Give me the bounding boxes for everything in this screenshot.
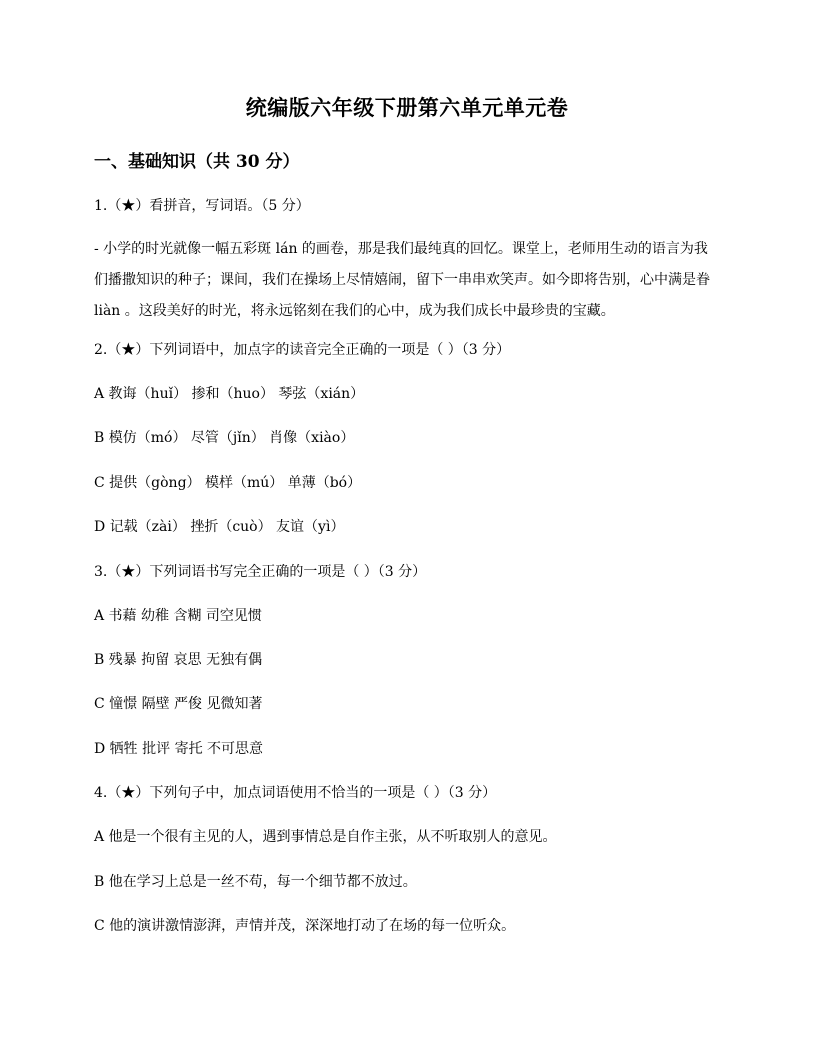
question-4-option-c: C 他的演讲激情澎湃，声情并茂，深深地打动了在场的每一位听众。	[94, 917, 516, 934]
question-4-option-a: A 他是一个很有主见的人，遇到事情总是自作主张，从不听取别人的意见。	[94, 829, 557, 846]
question-4-stem: 4.（★）下列句子中，加点词语使用不恰当的一项是（ ）（3 分）	[94, 785, 497, 802]
section-heading: 一、基础知识（共 30 分）	[94, 152, 300, 172]
question-3-option-a: A 书藉 幼稚 含糊 司空见惯	[94, 607, 262, 624]
question-3-option-d: D 牺牲 批评 寄托 不可思意	[94, 740, 264, 757]
question-3-stem: 3.（★）下列词语书写完全正确的一项是（ ）（3 分）	[94, 563, 427, 580]
question-3-option-c: C 憧憬 隔壁 严俊 见微知著	[94, 696, 263, 713]
question-1-stem: 1.（★）看拼音，写词语。（5 分）	[94, 198, 310, 214]
document-title: 统编版六年级下册第六单元单元卷	[245, 95, 569, 120]
question-2-option-d: D 记载（zài） 挫折（cuò） 友谊（yì）	[94, 519, 345, 536]
question-2-option-a: A 教诲（huǐ） 掺和（huo） 琴弦（xián）	[94, 386, 365, 402]
question-3-option-b: B 残暴 拘留 哀思 无独有偶	[94, 651, 263, 668]
question-1-passage: - 小学的时光就像一幅五彩斑 lán 的画卷，那是我们最纯真的回忆。课堂上，老师用生动的语言为我们播撒知识的种子；课间，我们在操场上尽情嬉闹，留下一串串欢笑声。如今即将告别，心中满是眷 liàn 。这段美好的时光，将永远铭刻在我们的心中，成为我们成长中最珍贵的宝藏。	[94, 241, 710, 319]
question-2-stem: 2.（★）下列词语中，加点字的读音完全正确的一项是（ ）（3 分）	[94, 342, 511, 358]
question-4-option-b: B 他在学习上总是一丝不苟，每一个细节都不放过。	[94, 873, 417, 890]
question-2-option-b: B 模仿（mó） 尽管（jǐn） 肖像（xiào）	[94, 430, 355, 447]
question-2-option-c: C 提供（gòng） 模样（mú） 单薄（bó）	[94, 474, 362, 491]
